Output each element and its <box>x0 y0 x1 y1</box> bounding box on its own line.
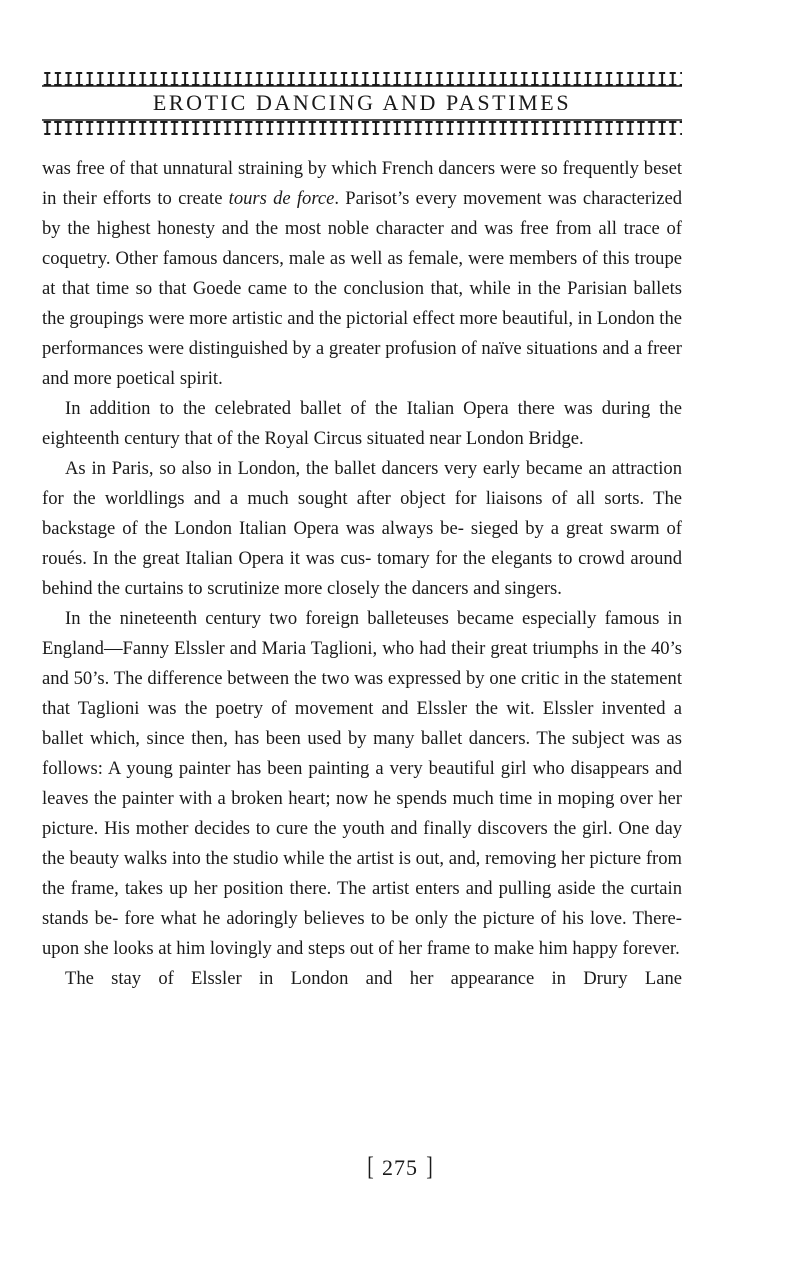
paragraph-3: As in Paris, so also in London, the ballet dancers very early became an attraction for the worldlings and a much sought after object for liaisons of all sorts. The backstage of the London Italian Opera was always be- sieged by a great swarm of roués. In the great Italian Opera it was cus- tomary for the elegants to crowd around behind the curtains to scrutinize more closely the dancers and singers. <box>42 458 682 599</box>
page-number <box>0 1152 800 1183</box>
folio-bracket-close: ] <box>425 1152 433 1181</box>
bottom-ornament-rule <box>42 118 682 140</box>
folio-number: 275 <box>382 1155 418 1180</box>
top-ornament-rule <box>42 66 682 88</box>
running-title: EROTIC DANCING AND PASTIMES <box>152 90 572 115</box>
folio-bracket-open: [ <box>367 1152 375 1181</box>
italic-phrase: tours de force <box>228 188 335 209</box>
paragraph-5: The stay of Elssler in London and her appearance in Drury Lane <box>65 968 682 989</box>
paragraph-2: In addition to the celebrated ballet of the Italian Opera there was during the eighteenth century that of the Royal Circus situated near London Bridge. <box>42 398 682 449</box>
body-text <box>42 154 682 994</box>
page <box>42 66 682 994</box>
paragraph-4: In the nineteenth century two foreign balleteuses became especially famous in England—Fanny Elssler and Maria Taglioni, who had their great triumphs in the 40’s and 50’s. The difference between the two was expressed by one critic in the statement that Taglioni was the poetry of movement and Elssler the wit. Elssler invented a ballet which, since then, has been used by many ballet dancers. The subject was as follows: A young painter has been painting a very beautiful girl who disappears and leaves the painter with a broken heart; now he spends much time in moping over her picture. His mother decides to cure the youth and finally discovers the girl. One day the beauty walks into the studio while the artist is out, and, removing her picture from the frame, takes up her position there. The artist enters and pulling aside the curtain stands be- fore what he adoringly believes to be only the picture of his love. There- upon she looks at him lovingly and steps out of her frame to make him happy forever. <box>42 608 682 959</box>
paragraph-1: was free of that unnatural straining by which French dancers were so frequently beset in their efforts to create tours de force. Parisot’s every movement was characterized by the highest honesty and the most noble character and was free from all trace of coquetry. Other famous dancers, male as well as female, were members of this troupe at that time so that Goede came to the conclusion that, while in the Parisian ballets the groupings were more artistic and the pictorial effect more beautiful, in London the performances were distinguished by a greater profusion of naïve situations and a freer and more poetical spirit. <box>42 158 683 389</box>
